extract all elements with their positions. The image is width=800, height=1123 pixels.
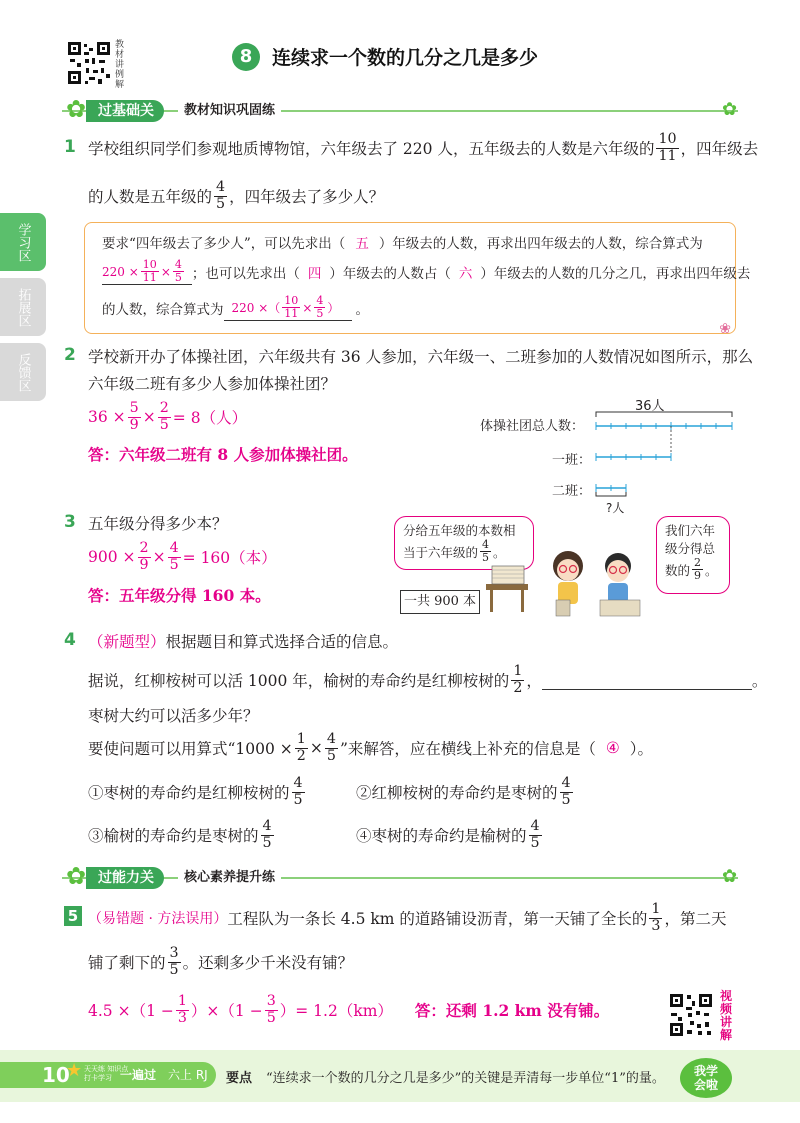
question-text: ，四年级去了多少人？ (229, 188, 385, 206)
key-point-label: 要点 (226, 1071, 253, 1086)
question-tag: （易错题 · 方法误用） (88, 911, 228, 927)
diagram-row-label: 一班： (552, 453, 592, 468)
question-number: 3 (64, 512, 76, 532)
answer-text: 答：五年级分得 160 本。 (88, 586, 271, 605)
option-1[interactable]: ①枣树的寿命约是红柳桉树的 $\frac{4}{5}$ (88, 774, 303, 808)
books-label: 一共 900 本 (403, 594, 477, 609)
side-tab-label: 拓展区 (15, 287, 31, 327)
side-tab-label: 学习区 (15, 222, 31, 262)
fraction: $\frac{10}{11}$ (658, 130, 677, 164)
books-label-box (400, 590, 480, 614)
question-4-line-2: 据说，红柳桉树可以活 1000 年，榆树的寿命约是红柳桉树的 $\frac{1}{2}$ ， 。 (88, 662, 768, 696)
speech-bubble-right (656, 516, 730, 594)
question-text: ，四年级去 (680, 140, 759, 158)
question-text: 学校新开办了体操社团，六年级共有 36 人参加，六年级一、二班参加的人数情况如图所示，那么 (88, 348, 754, 366)
footer-small-text: 天天练 知识点 打卡学习 (84, 1065, 129, 1082)
question-4-line-1 (88, 630, 398, 652)
flower-icon: ❀ (719, 321, 731, 337)
hint-text: 要求“四年级去了多少人”，可以先求出（ (102, 236, 346, 252)
answer-blank[interactable]: 四 (307, 266, 322, 282)
option-4[interactable]: ④枣树的寿命约是榆树的 $\frac{4}{5}$ (356, 817, 540, 851)
question-number: 5 (64, 906, 82, 926)
side-tab-extend[interactable] (0, 278, 46, 336)
solution-formula: 900 × $\frac{2}{9}$ × $\frac{4}{5}$ = 160（本） (88, 539, 277, 573)
bubble-text: 级分得总 (665, 541, 716, 556)
side-tab-label: 反馈区 (15, 352, 31, 392)
question-4-line-4: 要使问题可以用算式“1000 × $\frac{1}{2}$ × $\frac{4}{5}$ ”来解答，应在横线上补充的信息是（ ④ ）。 (88, 730, 654, 764)
section-subtitle: 教材知识巩固练 (178, 101, 281, 121)
question-number: 1 (64, 137, 76, 157)
bubble-text: 当于六年级的 $\frac{4}{5}$ 。 (403, 538, 506, 565)
bubble-text: 分给五年级的本数相 (403, 523, 516, 538)
mastered-badge[interactable] (680, 1058, 732, 1098)
hint-text: 的人数，综合算式为 (102, 302, 224, 318)
answer-choice[interactable]: ④ (605, 739, 620, 757)
hint-text: 。 (355, 302, 369, 318)
answer-text: 答：六年级二班有 8 人参加体操社团。 (88, 445, 358, 464)
question-text: 枣树大约可以活多少年？ (88, 707, 259, 725)
mastered-badge-label: 我学会啦 (693, 1064, 718, 1092)
question-text: 根据题目和算式选择合适的信息。 (165, 633, 399, 651)
side-tab-study[interactable] (0, 213, 46, 271)
diagram-row-label: 二班： (552, 484, 592, 499)
star-icon: ✿ (66, 862, 87, 890)
bubble-text: 数的 $\frac{2}{9}$ 。 (665, 556, 718, 583)
diagram-row-label: 体操社团总人数： (480, 419, 585, 434)
children-books-illustration (478, 540, 658, 620)
formula-answer[interactable]: 220 × $\frac{10}{11}$ × $\frac{4}{5}$ (102, 259, 192, 285)
formula-answer[interactable]: 220 ×（ $\frac{10}{11}$ × $\frac{4}{5}$ ） (224, 295, 352, 321)
video-qr-code-icon[interactable] (668, 992, 714, 1038)
series-name: 一遍过 (120, 1068, 157, 1082)
question-number: 2 (64, 345, 76, 365)
hint-line-2 (102, 254, 751, 290)
section-subtitle: 核心素养提升练 (178, 868, 281, 888)
flower-icon: ✿ (722, 99, 738, 120)
grade-label: 六上 RJ (168, 1068, 208, 1082)
section-bar-basic (62, 95, 738, 123)
question-5-line-1: （易错题 · 方法误用） 工程队为一条长 4.5 km 的道路铺设沥青，第一天铺了全长的 $\frac{1}{3}$ ，第二天 (88, 900, 727, 934)
key-point-text: “连续求一个数的几分之几是多少”的关键是弄清每一步单位“1”的量。 (266, 1071, 665, 1086)
lesson-number: 8 (239, 46, 253, 67)
unknown-label: ?人 (606, 501, 625, 515)
question-text: 六年级二班有多少人参加体操社团？ (88, 375, 337, 393)
section-badge: 过基础关 (86, 100, 164, 122)
question-text: 学校组织同学们参观地质博物馆，六年级去了 220 人，五年级去的人数是六年级的 (88, 140, 655, 158)
total-label: 36人 (635, 399, 665, 414)
hint-line-3 (102, 290, 369, 326)
question-text: 五年级分得多少本？ (88, 515, 228, 533)
qr-code-icon (66, 40, 112, 86)
option-3[interactable]: ③榆树的寿命约是枣树的 $\frac{4}{5}$ (88, 817, 272, 851)
question-tag: （新题型） (88, 633, 166, 651)
qr-label: 教材讲例解 (115, 40, 125, 90)
answer-blank[interactable]: 五 (355, 236, 369, 252)
page-number: 10 (42, 1063, 70, 1087)
page-title: 连续求一个数的几分之几是多少 (272, 47, 539, 69)
video-label: 视频讲解 (720, 989, 733, 1042)
hint-text: ；也可以先求出（ (191, 266, 300, 282)
fraction: $\frac{4}{5}$ (216, 178, 226, 212)
question-5-line-2: 铺了剩下的 $\frac{3}{5}$ 。还剩多少千米没有铺？ (88, 944, 354, 978)
lesson-number-badge (232, 43, 260, 71)
answer-text: 答：还剩 1.2 km 没有铺。 (414, 1001, 610, 1020)
segment-diagram (480, 395, 740, 515)
flower-icon: ✿ (722, 866, 738, 887)
question-1-line-2 (88, 175, 384, 217)
hint-text: ）年级去的人数占（ (329, 266, 451, 282)
hint-line-1 (102, 231, 703, 253)
section-bar-ability (62, 862, 738, 890)
star-icon: ★ (66, 1060, 83, 1081)
segment-lines (480, 395, 740, 515)
hint-text: ）年级去的人数，再求出四年级去的人数，综合算式为 (378, 236, 703, 252)
side-tab-feedback[interactable] (0, 343, 46, 401)
star-icon: ✿ (66, 95, 87, 123)
option-2[interactable]: ②红柳桉树的寿命约是枣树的 $\frac{4}{5}$ (356, 774, 571, 808)
bubble-text: 我们六年 (665, 523, 716, 538)
question-number: 4 (64, 630, 76, 650)
solution-formula: 36 × $\frac{5}{9}$ × $\frac{2}{5}$ = 8（人） (88, 399, 248, 433)
hint-text: ）年级去的人数的几分之几，再求出四年级去 (480, 266, 751, 282)
section-badge: 过能力关 (86, 867, 164, 889)
question-text: 的人数是五年级的 (88, 188, 213, 206)
answer-blank[interactable]: 六 (458, 266, 473, 282)
question-1-line-1 (88, 128, 759, 168)
fill-in-blank[interactable] (542, 671, 752, 690)
solution-formula: 4.5 ×（1 − $\frac{1}{3}$ ）×（1 − $\frac{3}{5}$ ）= 1.2（km） 答：还剩 1.2 km 没有铺。 (88, 992, 610, 1026)
